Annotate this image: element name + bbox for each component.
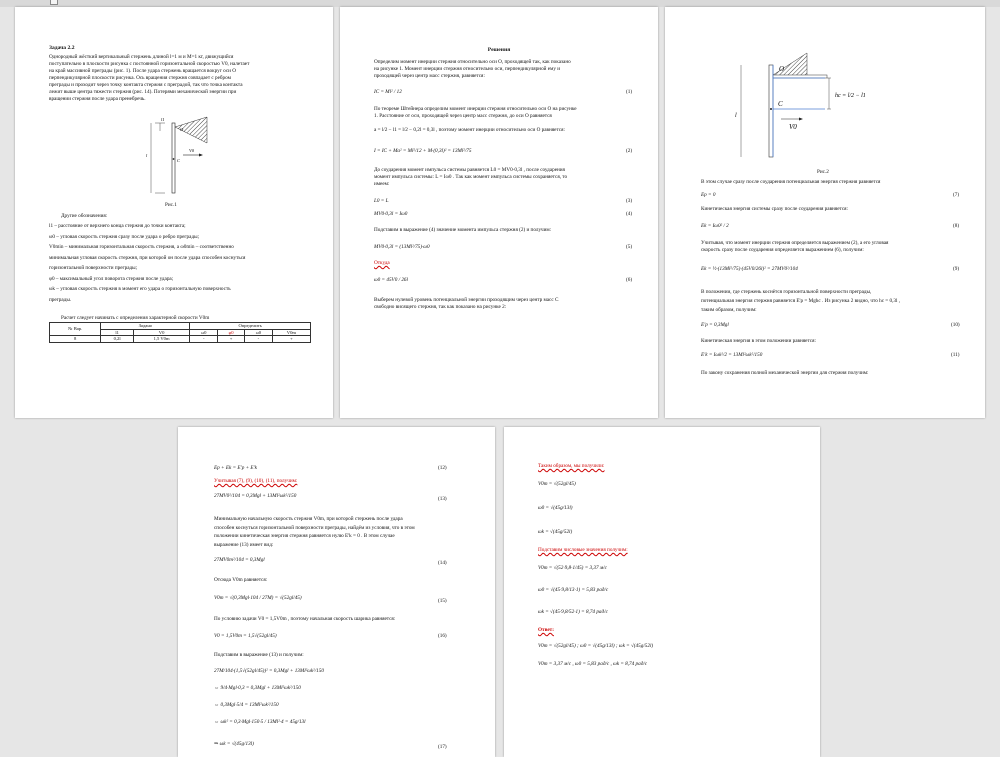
- text-line: скорость сразу после соударения определяется выражением (6), получим:: [701, 247, 864, 253]
- answer-formulas: V0m = √(52gl/45) ; ω0 = √(45g/13l) ; ωk = √(45g/52l): [538, 643, 654, 649]
- th-sub: l1: [101, 329, 133, 336]
- text-line: По теореме Штейнера определим момент инерции стержня относительно оси О на рисунке: [374, 106, 577, 112]
- numeric-omegak: ωk = √(45·9,8/52·1) = 8,74 рад/с: [538, 609, 608, 615]
- table-cell: +: [218, 336, 245, 343]
- numeric-omega0: ω0 = √(45·9,8/13·1) = 5,83 рад/с: [538, 587, 609, 593]
- text-line: 1. Расстояние от оси, проходящей через центр масс стержня, до оси О равняется: [374, 113, 552, 119]
- text-line: В этом случае сразу после соударения потенциальная энергия стержня равняется: [701, 179, 881, 185]
- equation-17d: ⇔ ωk² = 0,3·Mgl·150·5 / 13Ml²·4 = 45g/13l: [214, 719, 306, 725]
- notation-line: преграды.: [49, 296, 72, 303]
- document-page-4: [178, 427, 495, 757]
- notation-title: Другие обозначения:: [61, 213, 108, 219]
- text-line: проходящей через центр масс стержня, равняется:: [374, 73, 485, 79]
- statement-line: поступательно в плоскости рисунка с постоянной горизонтальной скоростью V0, налетает: [49, 61, 250, 67]
- label-v0: V0: [189, 148, 194, 153]
- equation-5: MV0·0,3l = (13Ml²/75)·ω0: [374, 244, 430, 250]
- text-line: В положении, где стержень коснётся горизонтальной поверхности преграды,: [701, 289, 872, 295]
- equation-1-number: (1): [626, 89, 633, 95]
- text-line: Выберем нулевой уровень потенциальной энергии проходящим через центр масс С: [374, 297, 559, 303]
- figure-1: [145, 115, 225, 195]
- th-given: Задано: [101, 323, 190, 330]
- rotated-rod-shape: [773, 75, 827, 78]
- table-cell: -: [244, 336, 272, 343]
- equation-12-number: (12): [438, 465, 447, 471]
- document-page-2: [340, 7, 658, 418]
- equation-9-number: (9): [953, 266, 960, 272]
- equation-1: IC = Ml² / 12: [374, 89, 402, 95]
- label-v0: V0: [789, 123, 797, 131]
- notation-line: ω0 – угловая скорость стержня сразу после удара о ребро преграды;: [49, 233, 200, 240]
- equation-17c: ⇔ 0,3Mgl·5/4 = 13Ml²ωk²/150: [214, 702, 279, 708]
- label-hc: hc = l/2 − l1: [835, 93, 866, 99]
- condition-text: По условию задачи V0 = 1,5V0m , поэтому начальная скорость шарика равняется:: [214, 616, 396, 622]
- label-l: l: [146, 153, 148, 158]
- text-block-b: Кинетическая энергия системы сразу после соударения равняется:: [701, 206, 848, 212]
- text-line: До соударения момент импульса системы равняется L0 = MV0·0,3l , после соударения: [374, 167, 565, 173]
- formula-omegak: ωk = √(45g/52l): [538, 529, 573, 535]
- th-sub: φ0: [218, 329, 245, 336]
- variant-table: [49, 322, 311, 343]
- document-page-3: [665, 7, 985, 418]
- answer-heading: Ответ:: [538, 627, 554, 633]
- steiner-distance: a = l/2 − l1 = l/2 − 0,2l = 0,3l , поэтому момент инерции относительно оси О равняется:: [374, 127, 565, 133]
- document-page-5: [504, 427, 820, 757]
- equation-5-number: (5): [626, 244, 633, 250]
- label-l1: l1: [161, 117, 165, 122]
- substitution-text: Подставим в выражение (4) значение момента импульса стержня (2) и получим:: [374, 227, 552, 233]
- notation-line: φ0 – максимальный угол поворота стержня после удара;: [49, 275, 174, 282]
- label-c: C: [778, 100, 783, 108]
- equation-10-number: (10): [951, 322, 960, 328]
- notation-line: ωk – угловая скорость стержня в момент его удара о горизонтальную поверхность: [49, 286, 231, 292]
- rod-shape: [172, 123, 175, 193]
- problem-title: Задача 2.2: [49, 45, 75, 51]
- answer-values: V0m = 3,37 м/с , ω0 = 5,83 рад/с , ωk = 8,74 рад/с: [538, 661, 648, 667]
- table-cell: 1,5 V0m: [133, 336, 190, 343]
- numeric-v0m: V0m = √(52·9,8·1/45) = 3,37 м/с: [538, 565, 607, 571]
- equation-15-number: (15): [438, 598, 447, 604]
- equation-14: 27MV0m²/104 = 0,3Mgl: [214, 557, 265, 563]
- substitution-text: Учитывая (7), (9), (10), (11), получим:: [214, 478, 298, 484]
- equation-15: V0m = √(0,3Mgl·104 / 27M) = √(52gl/45): [214, 595, 302, 601]
- text-line: имеем:: [374, 181, 390, 187]
- equation-9: Ek = ½·(13Ml²/75)·(45V0/26l)² = 27MV0²/104: [701, 266, 798, 272]
- equation-17-number: (17): [438, 744, 447, 750]
- equation-13-number: (13): [438, 496, 447, 502]
- notation-line: V0min – минимальная горизонтальная скорость стержня, а ω0min – соответственно: [49, 244, 234, 250]
- table-cell: 8: [50, 336, 101, 343]
- th-variant: № Вар.: [50, 323, 101, 336]
- equation-8: Ek = Iω0² / 2: [701, 223, 729, 229]
- equation-7: Ep = 0: [701, 192, 716, 198]
- equation-3: L0 = L: [374, 198, 389, 204]
- equation-17b: ⇔ 9/4·Mgl·0,3 = 0,3Mgl + 13Ml²ωk²/150: [214, 685, 301, 691]
- equation-16: V0 = 1,5V0m = 1,5√(52gl/45): [214, 633, 277, 639]
- equation-7-number: (7): [953, 192, 960, 198]
- figure-2: [735, 47, 905, 157]
- notation-line: минимальная угловая скорость стержня, при которой он после удара способен коснуться: [49, 254, 246, 261]
- th-sub: ω0: [244, 329, 272, 336]
- viewer-toolbar: [0, 0, 1000, 7]
- equation-11: E'k = Iωk²/2 = 13Ml²ωk²/150: [701, 352, 763, 358]
- statement-line: перпендикулярной плоскости рисунка. Ось вращения стержня совпадает с ребром: [49, 75, 231, 81]
- equation-6-number: (6): [626, 277, 633, 283]
- equation-17a: 27M/104·(1,5√(52gl/45))² = 0,3Mgl + 13Ml²ωk²/150: [214, 668, 324, 674]
- table-cell: -: [190, 336, 218, 343]
- text-line: на рисунке 1. Момент инерции стержня относительно оси, перпендикулярной ему и: [374, 66, 560, 72]
- text-line: Минимальную начальную скорость стержня V0m, при которой стержень после удара: [214, 516, 403, 522]
- equation-11-number: (11): [951, 352, 960, 358]
- equation-4: MV0·0,3l = Iω0: [374, 211, 408, 217]
- document-page-1: [15, 7, 333, 418]
- numeric-heading: Подставим числовые значения получим:: [538, 547, 628, 553]
- table-cell: +: [272, 336, 310, 343]
- table-cell: 0,2l: [101, 336, 133, 343]
- rod-shape: [769, 65, 773, 157]
- label-o: O: [779, 65, 785, 73]
- equation-6: ω0 = 45V0 / 26l: [374, 277, 408, 283]
- label-o: O: [180, 127, 184, 132]
- statement-line: Однородный жёсткий вертикальный стержень длиной l=1 м и M=1 кг, движущийся: [49, 54, 234, 60]
- equation-17e: ⇒ ωk = √(45g/13l): [214, 741, 254, 747]
- equation-10: E'p = 0,3Mgl: [701, 322, 729, 328]
- text-line: положении кинетическая энергия стержня равняется нулю E'k = 0 . В этом случае: [214, 533, 395, 539]
- figure-1-caption: Рис.1: [165, 202, 177, 208]
- statement-line: преграды и проходит через точку контакта стержня с преградой, так что точка контакта: [49, 82, 243, 88]
- text-line: потенциальная энергия стержня равняется E'p = Mghc . Из рисунка 2 видно, что hc = 0,3l ,: [701, 298, 901, 304]
- figure-2-caption: Рис.2: [817, 169, 829, 175]
- formula-v0m: V0m = √(52gl/45): [538, 481, 576, 487]
- label-c: C: [177, 158, 181, 163]
- text-line: выражение (13) имеет вид:: [214, 541, 274, 548]
- equation-8-number: (8): [953, 223, 960, 229]
- text-line: Определим момент инерции стержня относительно оси О, проходящей так, как показано: [374, 59, 571, 65]
- th-sub: V0: [133, 329, 190, 336]
- equation-2: I = IC + Ma² = Ml²/12 + M·(0,3l)² = 13Ml²/75: [374, 148, 472, 154]
- equation-4-number: (4): [626, 211, 633, 217]
- equation-13: 27MV0²/104 = 0,3Mgl + 13Ml²ωk²/150: [214, 493, 297, 499]
- th-sub: ω0: [190, 329, 218, 336]
- th-find: Определить: [190, 323, 311, 330]
- text-line: способен коснуться горизонтальной поверхности преграды, найдём из условия, что в этом: [214, 524, 415, 531]
- svg-text:l: l: [735, 113, 737, 119]
- equation-14-number: (14): [438, 560, 447, 566]
- text-line: таким образом, получим:: [701, 307, 757, 313]
- notation-line: l1 – расстояние от верхнего конца стержня до точки контакта;: [49, 223, 186, 229]
- text-block-e: Кинетическая энергия в этом положении равняется:: [701, 338, 816, 344]
- text-line: свободно висящего стержня, так как показано на рисунке 2:: [374, 304, 507, 310]
- summary-heading: Таким образом, мы получили:: [538, 463, 605, 469]
- text-line: момент импульса системы: L = Iω0 . Так как момент импульса системы сохраняется, то: [374, 174, 568, 180]
- text-block-f: По закону сохранения полной механической энергии для стержня получим:: [701, 370, 869, 376]
- equation-3-number: (3): [626, 198, 633, 204]
- statement-line: вращении стержня после удара пренебречь.: [49, 96, 146, 102]
- otkuda-text: Отсюда V0m равняется:: [214, 577, 268, 583]
- equation-2-number: (2): [626, 148, 633, 154]
- text-line: Учитывая, что момент инерции стержня определяется выражением (2), а его угловая: [701, 240, 889, 246]
- statement-line: лежит выше центра тяжести стержня (рис. 14). Потерями механической энергии при: [49, 89, 237, 95]
- equation-12: Ep + Ek = E'p + E'k: [214, 465, 257, 471]
- otkuda-label: Откуда: [374, 260, 390, 266]
- formula-omega0: ω0 = √(45g/13l): [538, 505, 573, 511]
- table-intro: Расчет следует начинать с определения характерной скорости V0m: [61, 315, 210, 321]
- th-sub: V0m: [272, 329, 310, 336]
- viewer-handle[interactable]: [50, 0, 58, 5]
- notation-line: горизонтальной поверхности преграды;: [49, 265, 138, 271]
- statement-line: на край массивной преграды (рис. 1). После удара стержень вращается вокруг оси O: [49, 68, 236, 74]
- solution-title: Решения: [487, 47, 511, 53]
- equation-16-number: (16): [438, 633, 447, 639]
- substitution-text-2: Подставим в выражение (13) и получим:: [214, 652, 304, 658]
